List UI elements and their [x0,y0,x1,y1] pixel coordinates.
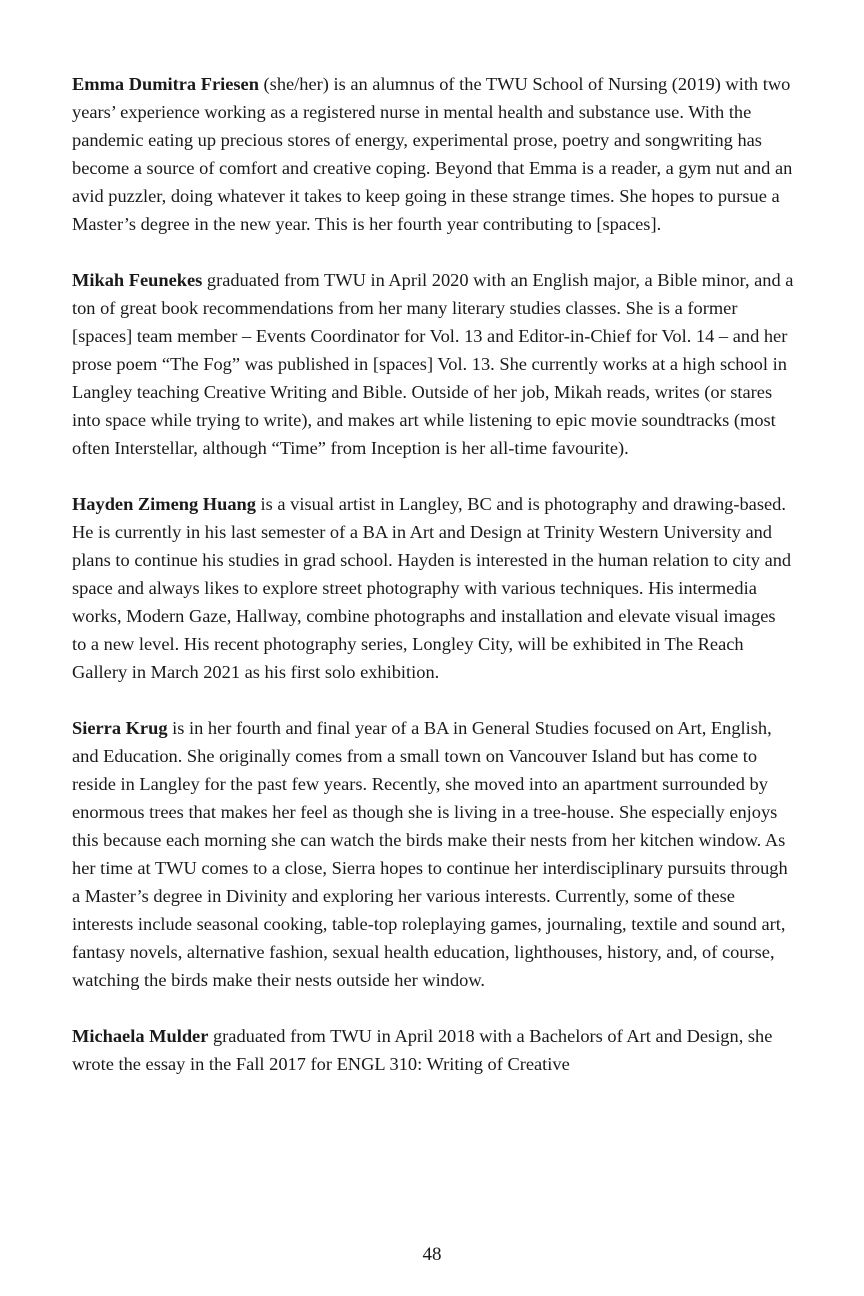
contributor-bios [72,70,794,1106]
bio-text: graduated from TWU in April 2018 with a Bachelors of Art and Design, she wrote the essay in the Fall 2017 for ENGL 310: Writing of Creative [72,1026,773,1074]
bio-michaela-mulder [72,1022,794,1078]
bio-hayden-huang [72,490,794,686]
bio-text: is in her fourth and final year of a BA in General Studies focused on Art, English, and Education. She originally comes from a small town on Vancouver Island but has come to reside in Langley for the past few years. Recently, she moved into an apartment surrounded by enormous trees that makes her feel as though she is living in a tree-house. She especially enjoys this because each morning she can watch the birds make their nests from her kitchen window. As her time at TWU comes to a close, Sierra hopes to continue her interdisciplinary pursuits through a Master’s degree in Divinity and exploring her various interests. Currently, some of these interests include seasonal cooking, table-top roleplaying games, journaling, textile and sound art, fantasy novels, alternative fashion, sexual health education, lighthouses, history, and, of course, watching the birds make their nests outside her window. [72,718,788,990]
bio-name: Sierra Krug [72,718,168,738]
bio-name: Hayden Zimeng Huang [72,494,256,514]
bio-name: Mikah Feunekes [72,270,203,290]
page-number: 48 [422,1244,442,1265]
bio-name: Emma Dumitra Friesen [72,74,259,94]
bio-name: Michaela Mulder [72,1026,209,1046]
bio-mikah-feunekes [72,266,794,462]
bio-text: is a visual artist in Langley, BC and is photography and drawing-based. He is currently in his last semester of a BA in Art and Design at Trinity Western University and plans to continue his studies in grad school. Hayden is interested in the human relation to city and space and always likes to explore street photography with various techniques. His intermedia works, Modern Gaze, Hallway, combine photographs and installation and elevate visual images to a new level. His recent photography series, Longley City, will be exhibited in The Reach Gallery in March 2021 as his first solo exhibition. [72,494,792,682]
bio-emma-friesen [72,70,794,238]
bio-text: graduated from TWU in April 2020 with an English major, a Bible minor, and a ton of great book recommendations from her many literary studies classes. She is a former [spaces] team member – Events Coordinator for Vol. 13 and Editor-in-Chief for Vol. 14 – and her prose poem “The Fog” was published in [spaces] Vol. 13. She currently works at a high school in Langley teaching Creative Writing and Bible. Outside of her job, Mikah reads, writes (or stares into space while trying to write), and makes art while listening to epic movie soundtracks (most often Interstellar, although “Time” from Inception is her all-time favourite). [72,270,794,458]
bio-sierra-krug [72,714,794,994]
bio-text: (she/her) is an alumnus of the TWU School of Nursing (2019) with two years’ experience working as a registered nurse in mental health and substance use. With the pandemic eating up precious stores of energy, experimental prose, poetry and songwriting has become a source of comfort and creative coping. Beyond that Emma is a reader, a gym nut and an avid puzzler, doing whatever it takes to keep going in these strange times. She hopes to pursue a Master’s degree in the new year. This is her fourth year contributing to [spaces]. [72,74,793,234]
